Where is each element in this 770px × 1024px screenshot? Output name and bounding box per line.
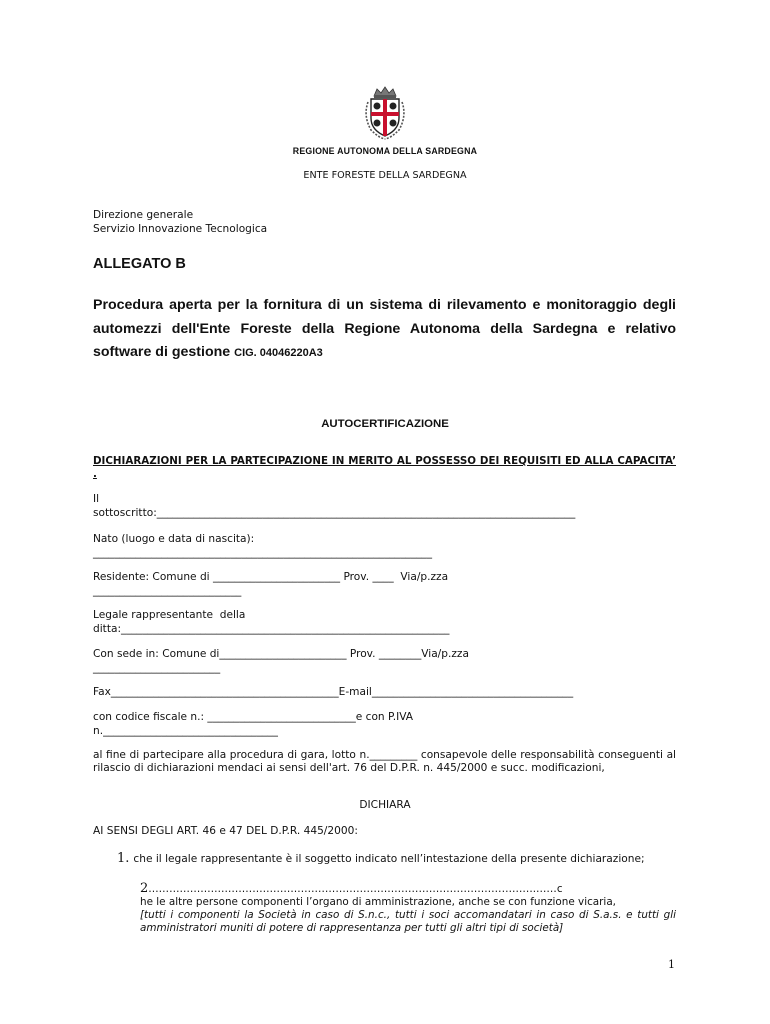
field-sede: Con sede in: Comune di________________________ Prov. ________Via/p.zza ________________________: [93, 648, 469, 674]
list-item-2: [140, 882, 676, 935]
sardinia-coat-of-arms-logo: [357, 84, 413, 140]
procedure-title: [93, 294, 676, 366]
list-item-2-number: 2: [140, 882, 149, 896]
section-title: AUTOCERTIFICAZIONE: [321, 418, 449, 430]
office-block: [93, 209, 267, 236]
field-legale-rappresentante: Legale rappresentante della ditta:______________________________________________________________: [93, 609, 450, 635]
allegato-heading: ALLEGATO B: [93, 256, 186, 272]
office-direction: Direzione generale: [93, 209, 194, 221]
list-item-1-text: che il legale rappresentante è il soggetto indicato nell’intestazione della presente dichiarazione;: [133, 853, 645, 865]
declarations-title: DICHIARAZIONI PER LA PARTECIPAZIONE IN MERITO AL POSSESSO DEI REQUISITI ED ALLA CAPACITA’ .: [93, 455, 676, 480]
list-item-1: [117, 852, 676, 866]
list-item-2-italic: [tutti i componenti la Società in caso di S.n.c., tutti i soci accomandatari in caso di S.a.s. e tutti gli amministratori muniti di potere di rappresentanza per tutti gli altri tipi di società]: [140, 909, 676, 934]
purpose-paragraph: al fine di partecipare alla procedura di gara, lotto n._________ consapevole delle responsabilità conseguenti al rilascio di dichiarazioni mendaci ai sensi dell'art. 76 del D.P.R. n. 445/2000 e succ. modificazioni,: [93, 749, 676, 775]
legal-basis: AI SENSI DEGLI ART. 46 e 47 DEL D.P.R. 445/2000:: [93, 825, 358, 837]
procedure-title-text: Procedura aperta per la fornitura di un sistema di rilevamento e monitoraggio degli automezzi dell'Ente Foreste della Regione Autonoma della Sardegna e relativo software di gestione: [93, 297, 676, 360]
field-residente: Residente: Comune di ________________________ Prov. ____ Via/p.zza ____________________________: [93, 571, 449, 597]
entity-name: ENTE FORESTE DELLA SARDEGNA: [303, 170, 467, 181]
list-item-2-text: he le altre persone componenti l’organo di amministrazione, anche se con funzione vicaria,: [140, 896, 616, 908]
page-number: 1: [668, 958, 675, 971]
region-name: REGIONE AUTONOMA DELLA SARDEGNA: [292, 146, 478, 156]
office-service: Servizio Innovazione Tecnologica: [93, 222, 268, 235]
list-item-1-number: 1.: [117, 851, 130, 866]
dichiara-heading: DICHIARA: [359, 799, 411, 811]
field-fax-email: Fax___________________________________________E-mail______________________________________: [93, 686, 574, 698]
list-item-2-first-line: [140, 882, 676, 896]
cig-code: CIG. 04046220A3: [234, 347, 323, 359]
list-item-2-dots: ………………………………………………………………………………………………….……c: [148, 883, 563, 895]
field-codice-fiscale: con codice fiscale n.: ____________________________e con P.IVA n._________________________________: [93, 711, 414, 737]
field-sottoscritto: Il sottoscritto:_______________________________________________________________________________: [93, 493, 576, 519]
field-nato: Nato (luogo e data di nascita): ________________________________________________________________: [93, 533, 432, 559]
